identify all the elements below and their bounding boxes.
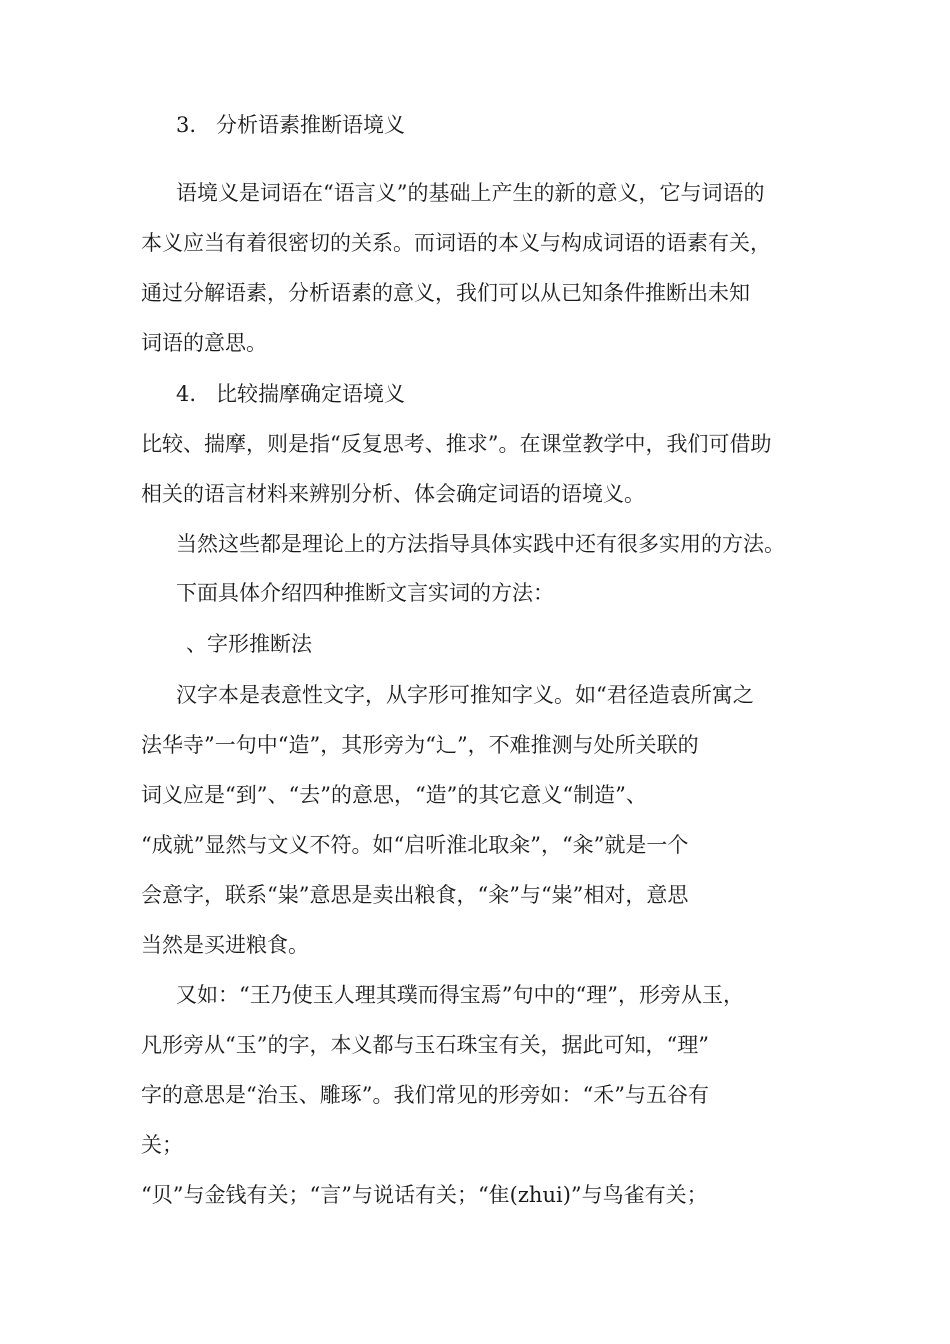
paragraph-line: 通过分解语素，分析语素的意义，我们可以从已知条件推断出未知 [141, 281, 750, 305]
paragraph-line: 关； [141, 1133, 183, 1157]
paragraph-line: “成就”显然与文义不符。如“启听淮北取籴”，“籴”就是一个 [141, 833, 689, 857]
heading-number: 3. [176, 113, 197, 137]
heading-3 [176, 111, 405, 139]
paragraph-line: 法华寺”一句中“造”，其形旁为“辶”，不难推测与处所关联的 [141, 733, 699, 757]
paragraph-line: 词语的意思。 [141, 331, 267, 355]
paragraph-line: 当然是买进粮食。 [141, 933, 309, 957]
method-heading: 、字形推断法 [186, 632, 312, 656]
paragraph-line: 语境义是词语在“语言义”的基础上产生的新的意义，它与词语的 [176, 181, 765, 205]
paragraph-line: 会意字，联系“粜”意思是卖出粮食，“籴”与“粜”相对，意思 [141, 883, 689, 907]
paragraph-line: 凡形旁从“玉”的字，本义都与玉石珠宝有关，据此可知，“理” [141, 1033, 709, 1057]
heading-4 [176, 380, 405, 408]
paragraph-line: “贝”与金钱有关；“言”与说话有关；“隹(zhui)”与鸟雀有关； [141, 1183, 708, 1207]
paragraph-line: 下面具体介绍四种推断文言实词的方法： [176, 581, 554, 605]
paragraph-line: 词义应是“到”、“去”的意思，“造”的其它意义“制造”、 [141, 783, 647, 807]
paragraph-line: 汉字本是表意性文字，从字形可推知字义。如“君径造袁所寓之 [176, 683, 754, 707]
paragraph-line: 本义应当有着很密切的关系。而词语的本义与构成词语的语素有关， [141, 231, 771, 255]
paragraph-line: 当然这些都是理论上的方法指导具体实践中还有很多实用的方法。 [176, 532, 785, 556]
paragraph-line: 比较、揣摩，则是指“反复思考、推求”。在课堂教学中，我们可借助 [141, 432, 772, 456]
heading-text: 比较揣摩确定语境义 [216, 382, 405, 406]
paragraph-line: 字的意思是“治玉、雕琢”。我们常见的形旁如：“禾”与五谷有 [141, 1083, 709, 1107]
paragraph-line: 相关的语言材料来辨别分析、体会确定词语的语境义。 [141, 482, 645, 506]
heading-text: 分析语素推断语境义 [216, 113, 405, 137]
paragraph-line: 又如：“王乃使玉人理其璞而得宝焉”句中的“理”，形旁从玉， [176, 983, 744, 1007]
heading-number: 4. [176, 382, 197, 406]
